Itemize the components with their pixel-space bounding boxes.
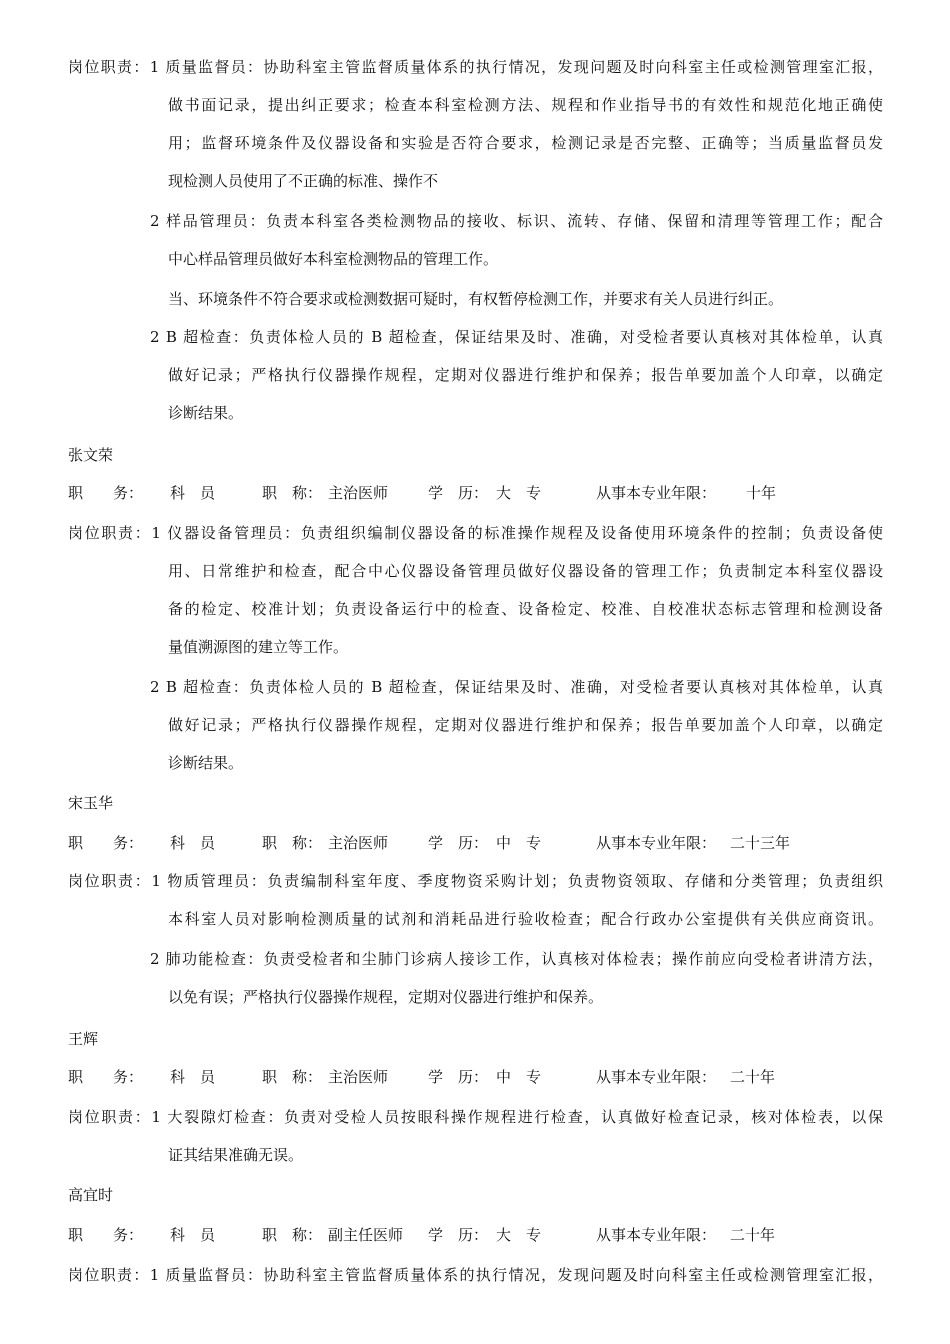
duty-line: 岗位职责：1 质量监督员：协助科室主管监督质量体系的执行情况，发现问题及时向科室主任或检测管理室汇报， xyxy=(68,58,883,76)
duty-line: 诊断结果。 xyxy=(168,754,244,772)
duty-line: 2 样品管理员：负责本科室各类检测物品的接收、标识、流转、存储、保留和清理等管理工作；配合 xyxy=(150,212,883,230)
duty-line: 2 B 超检查：负责体检人员的 B 超检查，保证结果及时、准确，对受检者要认真核对其体检单，认真 xyxy=(150,328,883,346)
title-value: 主治医师 xyxy=(328,834,389,852)
title-label: 职 称： xyxy=(262,1068,323,1086)
education-label: 学 历： xyxy=(428,1226,489,1244)
duty-value: 科 员 xyxy=(170,1226,216,1244)
person-name: 王辉 xyxy=(68,1030,99,1048)
person-name: 宋玉华 xyxy=(68,794,114,812)
title-value: 主治医师 xyxy=(328,1068,389,1086)
duty-value: 科 员 xyxy=(170,484,216,502)
duty-value: 科 员 xyxy=(170,834,216,852)
years-value: 十年 xyxy=(746,484,777,502)
years-label: 从事本专业年限： xyxy=(596,1068,717,1086)
education-label: 学 历： xyxy=(428,834,489,852)
title-label: 职 称： xyxy=(262,484,323,502)
duty-line: 以免有误；严格执行仪器操作规程，定期对仪器进行维护和保养。 xyxy=(168,988,604,1006)
duty-value: 科 员 xyxy=(170,1068,216,1086)
duty-line: 岗位职责：1 仪器设备管理员：负责组织编制仪器设备的标准操作规程及设备使用环境条件的控制；负责设备使 xyxy=(68,524,883,542)
duty-label: 职 务： xyxy=(68,484,144,502)
years-value: 二十年 xyxy=(730,1068,776,1086)
duty-line: 做好记录；严格执行仪器操作规程，定期对仪器进行维护和保养；报告单要加盖个人印章，以确定 xyxy=(168,716,883,734)
duty-line: 证其结果准确无误。 xyxy=(168,1146,304,1164)
duty-label: 职 务： xyxy=(68,1068,144,1086)
education-value: 中 专 xyxy=(496,834,542,852)
duty-line: 做好记录；严格执行仪器操作规程，定期对仪器进行维护和保养；报告单要加盖个人印章，以确定 xyxy=(168,366,883,384)
title-label: 职 称： xyxy=(262,1226,323,1244)
duty-line: 量值溯源图的建立等工作。 xyxy=(168,638,349,656)
duty-line: 诊断结果。 xyxy=(168,404,244,422)
duty-line: 岗位职责：1 大裂隙灯检查：负责对受检人员按眼科操作规程进行检查，认真做好检查记录，核对体检表，以保 xyxy=(68,1108,883,1126)
years-value: 二十三年 xyxy=(730,834,791,852)
title-value: 主治医师 xyxy=(328,484,389,502)
education-value: 大 专 xyxy=(496,1226,542,1244)
years-value: 二十年 xyxy=(730,1226,776,1244)
duty-line: 中心样品管理员做好本科室检测物品的管理工作。 xyxy=(168,250,499,268)
person-name: 高宜时 xyxy=(68,1186,114,1204)
years-label: 从事本专业年限： xyxy=(596,484,717,502)
years-label: 从事本专业年限： xyxy=(596,834,717,852)
person-info-row xyxy=(0,1216,950,1254)
duty-line: 用、日常维护和检查，配合中心仪器设备管理员做好仪器设备的管理工作；负责制定本科室仪器设 xyxy=(168,562,883,580)
duty-line: 用；监督环境条件及仪器设备和实验是否符合要求，检测记录是否完整、正确等；当质量监督员发 xyxy=(168,134,883,152)
duty-line: 当、环境条件不符合要求或检测数据可疑时，有权暂停检测工作，并要求有关人员进行纠正。 xyxy=(168,290,784,308)
duty-line: 2 B 超检查：负责体检人员的 B 超检查，保证结果及时、准确，对受检者要认真核对其体检单，认真 xyxy=(150,678,883,696)
duty-label: 职 务： xyxy=(68,834,144,852)
education-value: 大 专 xyxy=(496,484,542,502)
duty-line: 本科室人员对影响检测质量的试剂和消耗品进行验收检查；配合行政办公室提供有关供应商资讯。 xyxy=(168,910,883,928)
duty-line: 岗位职责：1 质量监督员：协助科室主管监督质量体系的执行情况，发现问题及时向科室主任或检测管理室汇报， xyxy=(68,1266,883,1284)
title-value: 副主任医师 xyxy=(328,1226,404,1244)
education-label: 学 历： xyxy=(428,1068,489,1086)
duty-line: 岗位职责：1 物质管理员：负责编制科室年度、季度物资采购计划；负责物资领取、存储和分类管理；负责组织 xyxy=(68,872,883,890)
duty-line: 2 肺功能检查：负责受检者和尘肺门诊病人接诊工作，认真核对体检表；操作前应向受检者讲清方法， xyxy=(150,950,883,968)
person-info-row xyxy=(0,1058,950,1096)
duty-line: 做书面记录，提出纠正要求；检查本科室检测方法、规程和作业指导书的有效性和规范化地正确使 xyxy=(168,96,883,114)
person-name: 张文荣 xyxy=(68,446,114,464)
person-info-row xyxy=(0,474,950,512)
education-label: 学 历： xyxy=(428,484,489,502)
years-label: 从事本专业年限： xyxy=(596,1226,717,1244)
person-info-row xyxy=(0,824,950,862)
title-label: 职 称： xyxy=(262,834,323,852)
education-value: 中 专 xyxy=(496,1068,542,1086)
duty-line: 现检测人员使用了不正确的标准、操作不 xyxy=(168,172,439,190)
duty-label: 职 务： xyxy=(68,1226,144,1244)
duty-line: 备的检定、校准计划；负责设备运行中的检查、设备检定、校准、自校准状态标志管理和检测设备 xyxy=(168,600,883,618)
